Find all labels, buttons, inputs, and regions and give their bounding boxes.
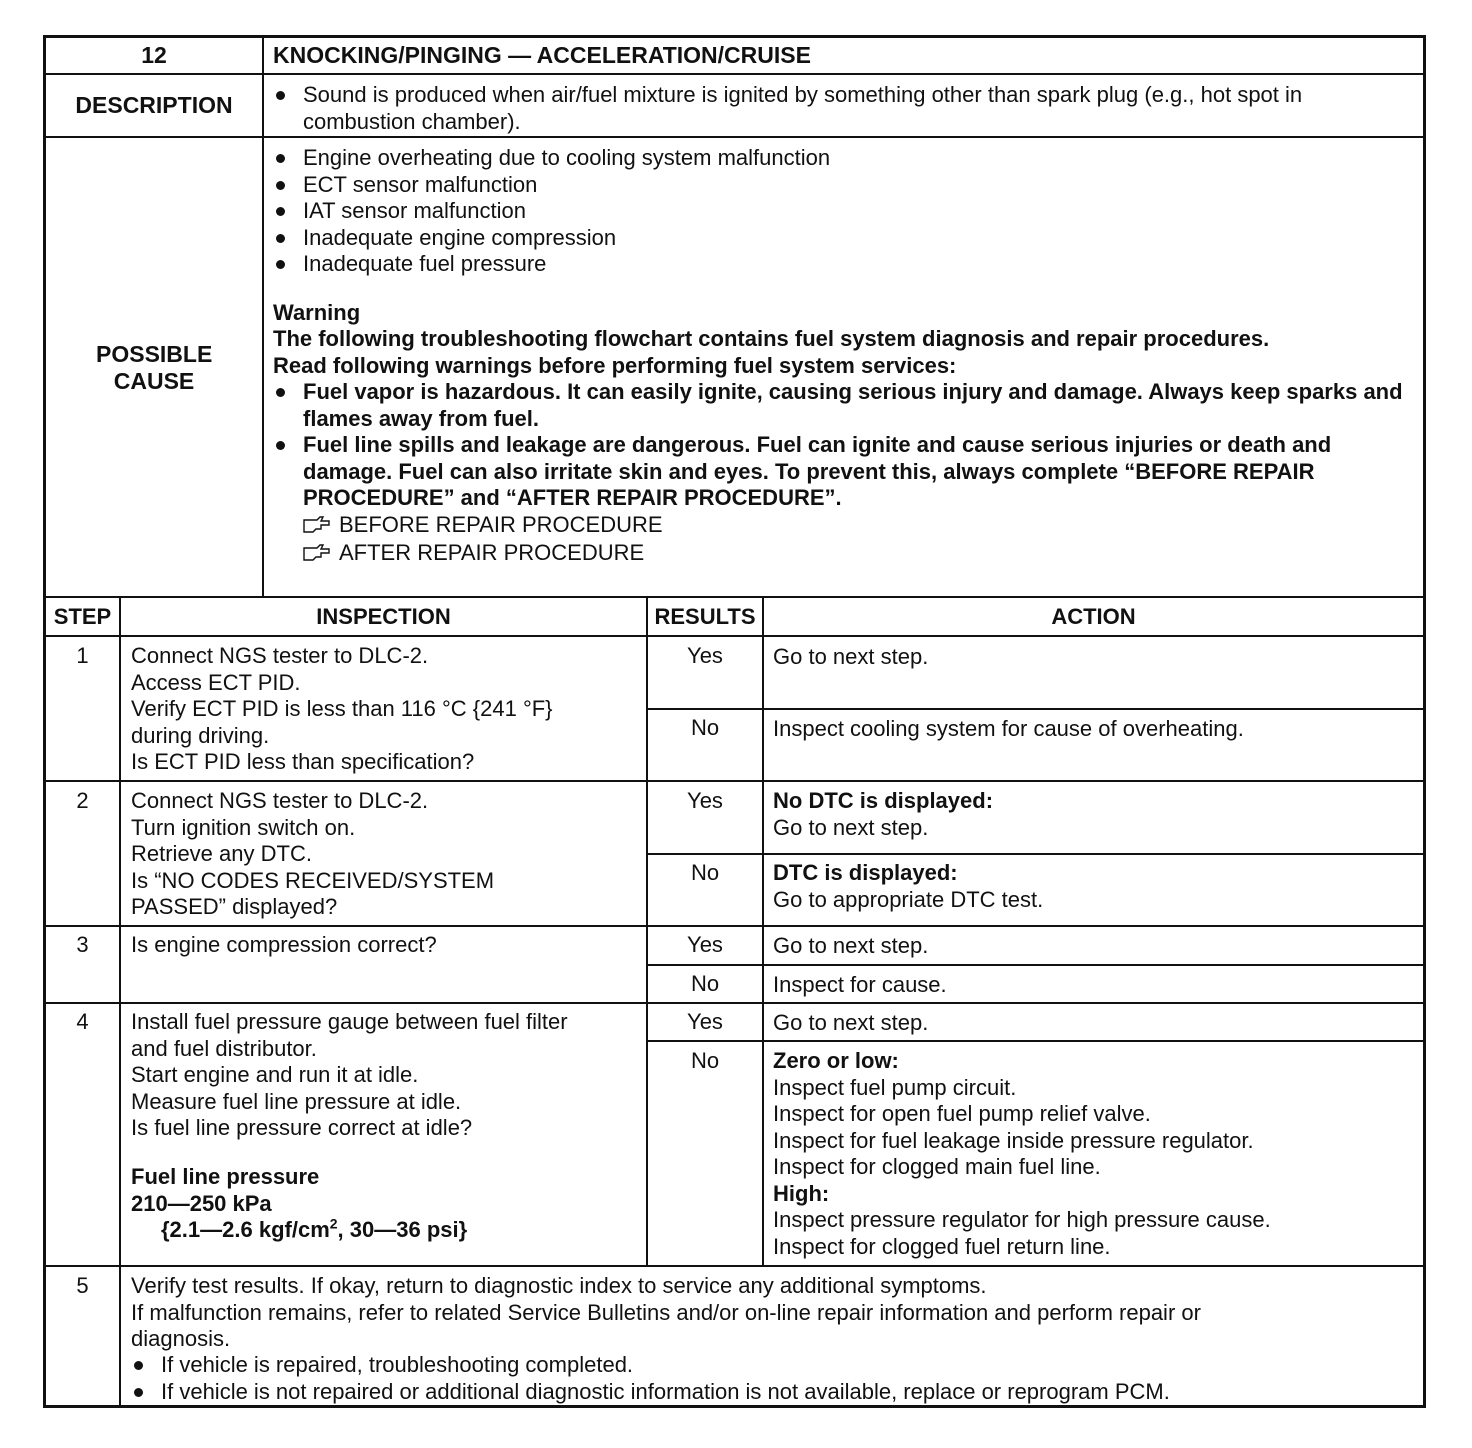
result-no: No: [690, 715, 720, 740]
step-inspection: [131, 643, 553, 776]
symptom-title: KNOCKING/PINGING — ACCELERATION/CRUISE: [273, 42, 811, 68]
result-yes: Yes: [687, 643, 723, 668]
step-number: 5: [76, 1273, 89, 1298]
step-number: 3: [76, 932, 89, 957]
action-text: Go to next step.: [773, 933, 929, 958]
action-heading: High:: [773, 1180, 830, 1206]
col-header-results: RESULTS: [654, 604, 756, 629]
spec-title: Fuel line pressure: [131, 1164, 320, 1189]
inspection-line: Access ECT PID.: [131, 669, 301, 695]
before-repair-label: BEFORE REPAIR PROCEDURE: [339, 512, 663, 537]
action-text: Inspect for clogged main fuel line.: [773, 1154, 1101, 1179]
result-no: No: [690, 860, 720, 885]
after-repair-label: AFTER REPAIR PROCEDURE: [339, 540, 645, 565]
action-text: Inspect fuel pump circuit.: [773, 1074, 1017, 1100]
warning-line: The following troubleshooting flowchart contains fuel system diagnosis and repair procedures.: [273, 326, 1270, 351]
inspection-line: Connect NGS tester to DLC-2.: [131, 643, 429, 668]
cause-item: Inadequate fuel pressure: [273, 251, 830, 278]
possible-cause-label: POSSIBLE CAUSE: [96, 341, 213, 394]
action-text: Inspect for open fuel pump relief valve.: [773, 1101, 1151, 1126]
action-text: Inspect for clogged fuel return line.: [773, 1233, 1111, 1259]
action-heading: DTC is displayed:: [773, 860, 958, 885]
inspection-line: and fuel distributor.: [131, 1035, 317, 1061]
action-text: Go to next step.: [773, 644, 929, 669]
after-repair-link[interactable]: [303, 539, 644, 567]
cause-item: ECT sensor malfunction: [273, 172, 830, 199]
warning-title: Warning: [273, 300, 361, 325]
inspection-line: Connect NGS tester to DLC-2.: [131, 788, 429, 813]
inspection-line: Verify ECT PID is less than 116 °C {241 °F}: [131, 696, 553, 721]
action-text: Inspect for fuel leakage inside pressure regulator.: [773, 1127, 1254, 1153]
cause-item: IAT sensor malfunction: [273, 198, 830, 225]
step-number: 2: [76, 788, 89, 813]
warning-item: Fuel vapor is hazardous. It can easily ignite, causing serious injury and damage. Always keep sparks and flames away from fuel.: [273, 379, 1408, 432]
warning-item: Fuel line spills and leakage are dangerous. Fuel can ignite and cause serious injuries or death and damage. Fuel can also irritate skin and eyes. To prevent this, always complete “BEFORE REPAIR PROCEDURE” and “AFTER REPAIR PROCEDURE”.: [273, 432, 1408, 512]
step-number: 1: [76, 643, 89, 668]
inspection-line: Install fuel pressure gauge between fuel filter: [131, 1009, 568, 1034]
action-heading: Zero or low:: [773, 1048, 899, 1073]
inspection-line: Is “NO CODES RECEIVED/SYSTEM: [131, 867, 495, 893]
step-inspection: [131, 1273, 1201, 1353]
inspection-line: Is fuel line pressure correct at idle?: [131, 1115, 473, 1140]
result-yes: Yes: [687, 1009, 723, 1034]
step-inspection: [131, 1009, 568, 1142]
inspection-line: Turn ignition switch on.: [131, 814, 356, 840]
action-block: [773, 1048, 1271, 1260]
description-item: Sound is produced when air/fuel mixture is ignited by something other than spark plug (e.g., hot spot in combustion chamber).: [273, 82, 1413, 135]
inspection-line: Retrieve any DTC.: [131, 841, 312, 866]
action-text: Inspect for cause.: [773, 972, 947, 997]
step-number: 4: [76, 1009, 89, 1034]
pointing-hand-icon: [303, 516, 331, 534]
before-repair-link[interactable]: [303, 511, 663, 539]
inspection-line: Measure fuel line pressure at idle.: [131, 1088, 462, 1114]
bullet-item: If vehicle is repaired, troubleshooting completed.: [131, 1352, 1170, 1379]
col-header-step: STEP: [53, 604, 112, 629]
cause-item: Inadequate engine compression: [273, 225, 830, 252]
action-text: Go to next step.: [773, 1010, 929, 1035]
description-label: DESCRIPTION: [75, 92, 233, 118]
spec-value: 210—250 kPa: [131, 1191, 272, 1216]
spec-alt-value: {2.1—2.6 kgf/$cm^2$, 30—36 psi}: [161, 1215, 468, 1242]
result-yes: Yes: [687, 788, 723, 813]
warning-line: Read following warnings before performing fuel system services:: [273, 353, 957, 378]
action-text: Go to appropriate DTC test.: [773, 887, 1044, 912]
col-header-action: ACTION: [1051, 604, 1136, 629]
bullet-item: If vehicle is not repaired or additional diagnostic information is not available, replace or reprogram PCM.: [131, 1379, 1170, 1406]
action-text: Go to next step.: [773, 815, 929, 840]
action-text: Inspect cooling system for cause of overheating.: [773, 716, 1244, 741]
step-inspection: [131, 788, 494, 921]
step-inspection: Is engine compression correct?: [131, 932, 437, 957]
step-bullets: [131, 1352, 1170, 1405]
description-text: [273, 82, 1413, 135]
inspection-line: Is ECT PID less than specification?: [131, 749, 475, 774]
inspection-line: Verify test results. If okay, return to diagnostic index to service any additional symptoms.: [131, 1273, 987, 1298]
symptom-number: 12: [141, 42, 167, 68]
cause-item: Engine overheating due to cooling system malfunction: [273, 145, 830, 172]
inspection-line: during driving.: [131, 722, 270, 748]
result-no: No: [690, 1048, 720, 1073]
possible-cause-list: [273, 145, 830, 278]
result-no: No: [690, 971, 720, 996]
inspection-line: If malfunction remains, refer to related Service Bulletins and/or on-line repair information and perform repair or: [131, 1299, 1201, 1325]
inspection-line: PASSED” displayed?: [131, 894, 338, 919]
inspection-line: diagnosis.: [131, 1326, 231, 1351]
inspection-line: Start engine and run it at idle.: [131, 1062, 419, 1087]
action-heading: No DTC is displayed:: [773, 788, 994, 813]
pointing-hand-icon: [303, 544, 331, 562]
warning-list: [273, 379, 1408, 512]
col-header-inspection: INSPECTION: [316, 604, 451, 629]
result-yes: Yes: [687, 932, 723, 957]
action-text: Inspect pressure regulator for high pressure cause.: [773, 1207, 1271, 1232]
